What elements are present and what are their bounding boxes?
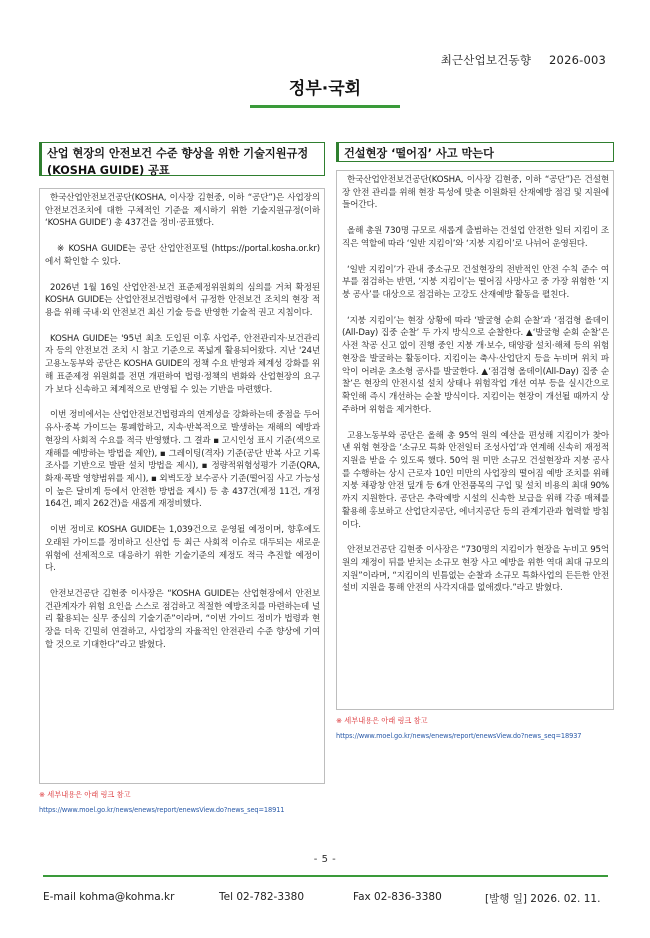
right-article bbox=[336, 142, 614, 740]
paragraph: ‘지붕 지킴이’는 현장 상황에 따라 ‘발굴형 순회 순찰’과 ‘점검형 올데이(All-Day) 집중 순찰’ 두 가지 방식으로 순찰한다. ▲‘발굴형 순회 순찰’은 사전 착공 신고 없이 진행 중인 지붕 개·보수, 태양광 설치·해체 등의 위험 현장을 발굴하는 활동이다. 지킴이는 축사·산업단지 등을 누비며 위치 파악이 어려운 초소형 공사를 발굴한다. ▲‘점검형 올데이(All-Day) 집중 순찰’은 현장의 안전시설 설치 상태나 위험작업 개선 여부 등을 실시간으로 확인해 즉시 개선하는 순찰 방식이다. 지킴이는 현장이 개선될 때까지 상주하며 위험을 제거한다. bbox=[342, 315, 609, 415]
right-article-body bbox=[336, 170, 614, 710]
paragraph: ‘일반 지킴이’가 관내 중소규모 건설현장의 전반적인 안전 수칙 준수 여부를 점검하는 반면, ‘지붕 지킴이’는 떨어짐 사망사고 중 가장 위험한 ‘지붕 공사’를 대상으로 점검하는 고강도 산재예방 활동을 펼친다. bbox=[342, 264, 609, 301]
issue-number: 2026-003 bbox=[549, 53, 606, 67]
paragraph-note: ※ KOSHA GUIDE는 공단 산업안전포털 (https://portal.kosha.or.kr)에서 확인할 수 있다. bbox=[45, 244, 320, 267]
paragraph: 한국산업안전보건공단(KOSHA, 이사장 김현중, 이하 “공단”)은 건설현장 안전 관리를 위해 현장 특성에 맞춘 이원화된 산재예방 점검 및 지원에 들어간다. bbox=[342, 175, 609, 211]
page-number: - 5 - bbox=[313, 854, 337, 865]
paragraph: 안전보건공단 김현중 이사장은 “730명의 지킴이가 현장을 누비고 95억 원의 재정이 뒤를 받치는 소규모 현장 사고 예방을 위한 역대 최대 규모의 지원”이라며, “지킴이의 빈틈없는 순찰과 소규모 특화사업의 든든한 안전설비 지원을 통해 안전의 사각지대를 없애겠다.”라고 밝혔다. bbox=[342, 545, 609, 594]
paragraph: 안전보건공단 김현중 이사장은 “KOSHA GUIDE는 산업현장에서 안전보건관계자가 위험 요인을 스스로 점검하고 적절한 예방조치를 마련하는데 널리 활용되는 실무 중심의 기술기준”이라며, “이번 가이드 정비가 법령과 현장을 더욱 긴밀히 연결하고, 사업장의 자율적인 안전관리 수준 향상에 기여할 것으로 기대한다”라고 밝혔다. bbox=[45, 588, 320, 650]
footer-publish-date: [발행 일] 2026. 02. 11. bbox=[485, 893, 601, 905]
footer-tel: Tel 02-782-3380 bbox=[219, 891, 305, 903]
section-title: 정부·국회 bbox=[288, 79, 362, 99]
paragraph: 올해 총원 730명 규모로 새롭게 출범하는 건설업 안전한 일터 지킴이 조직은 역할에 따라 ‘일반 지킴이’와 ‘지붕 지킴이’로 나뉘어 운영된다. bbox=[342, 226, 609, 249]
paragraph: 이번 정비로 KOSHA GUIDE는 1,039건으로 운영될 예정이며, 향후에도 오래된 가이드를 정비하고 신산업 등 최근 사회적 이슈로 대두되는 새로운 위험에 선제적으로 대응하기 위한 기술기준의 제정도 적극 추진할 예정이다. bbox=[45, 525, 320, 574]
section-title-underline bbox=[250, 105, 400, 108]
newsletter-header bbox=[441, 52, 606, 68]
left-article-title: 산업 현장의 안전보건 수준 향상을 위한 기술지원규정(KOSHA GUIDE) 공표 bbox=[39, 142, 325, 176]
left-article-body bbox=[39, 188, 325, 784]
paragraph: KOSHA GUIDE는 '95년 최초 도입된 이후 사업주, 안전관리자·보건관리자 등의 안전보건 조치 시 참고 기준으로 폭넓게 활용되어왔다. 지난 '24년 고용노동부와 공단은 KOSHA GUIDE의 정책 수요 반영과 체계성 강화를 위해 표준제정 위원회를 전면 개편하여 법령·정책의 변화와 산업현장의 요구가 보다 신속하고 체계적으로 반영될 수 있는 기반을 마련했다. bbox=[45, 333, 320, 395]
contact-footer bbox=[43, 875, 608, 905]
footer-email: E-mail kohma@kohma.kr bbox=[43, 891, 175, 903]
reference-note: ※ 세부내용은 아래 링크 참고 bbox=[336, 716, 428, 725]
right-article-title: 건설현장 ‘떨어짐’ 사고 막는다 bbox=[336, 142, 614, 162]
publication-name: 최근산업보건동향 bbox=[440, 53, 532, 67]
left-article bbox=[39, 142, 325, 814]
reference-link[interactable]: https://www.moel.go.kr/news/enews/report/enewsView.do?news_seq=18911 bbox=[39, 806, 285, 814]
paragraph: 고용노동부와 공단은 올해 총 95억 원의 예산을 편성해 지킴이가 찾아낸 위험 현장을 ‘소규모 특화 안전일터 조성사업’과 연계해 신속히 재정적 지원을 받을 수 있도록 했다. 50억 원 미만 소규모 건설현장과 지붕 공사를 수행하는 상시 근로자 10인 미만의 사업장의 떨어짐 예방 조치를 위해 지붕 채광창 안전 덮개 등 6개 안전품목의 구입 및 설치 비용의 최대 90%까지 지원한다. 공단은 추락예방 시설의 신속한 보급을 위해 각종 매체를 활용해 홍보하고 산업단지공단, 에너지공단 등의 관계기관과 협력할 방침이다. bbox=[342, 430, 609, 530]
paragraph: 이번 정비에서는 산업안전보건법령과의 연계성을 강화하는데 중점을 두어 유사·중복 가이드는 통폐합하고, 지속·반복적으로 발생하는 재해의 예방과 현장의 사회적 수요를 적극 반영했다. 그 결과 ▪ 고시인성 표시 기준(색으로 재해를 예방하는 방법을 제안), ▪ 그레이팅(격자) 기준(공단 반복 사고 기록조사를 기반으로 발판 설치 방법을 제시), ▪ 정량적위험성평가 기준(QRA, 화재·폭발 영향범위를 제시), ▪ 외벽도장 보수공사 기준(떨어짐 사고 가능성이 높은 달비계 등에서 안전한 방법을 제시) 등 총 437건(제정 11건, 개정 164건, 폐지 262건)을 새롭게 재정비했다. bbox=[45, 410, 320, 510]
reference-link[interactable]: https://www.moel.go.kr/news/enews/report/enewsView.do?news_seq=18937 bbox=[336, 732, 582, 740]
paragraph: 2026년 1월 16일 산업안전·보건 표준제정위원회의 심의를 거쳐 확정된 KOSHA GUIDE는 산업안전보건법령에서 규정한 안전보건 조치의 현장 적용을 위해 국내·외 안전보건 최신 기술 등을 반영한 기술적 권고 지침이다. bbox=[45, 282, 320, 319]
reference-note: ※ 세부내용은 아래 링크 참고 bbox=[39, 790, 131, 799]
paragraph: 한국산업안전보건공단(KOSHA, 이사장 김현중, 이하 “공단”)은 사업장의 안전보건조치에 대한 구체적인 기준을 제시하기 위한 기술지원규정(이하 ‘KOSHA GUIDE’) 총 437건을 정비·공표했다. bbox=[45, 193, 320, 229]
footer-fax: Fax 02-836-3380 bbox=[353, 891, 442, 903]
